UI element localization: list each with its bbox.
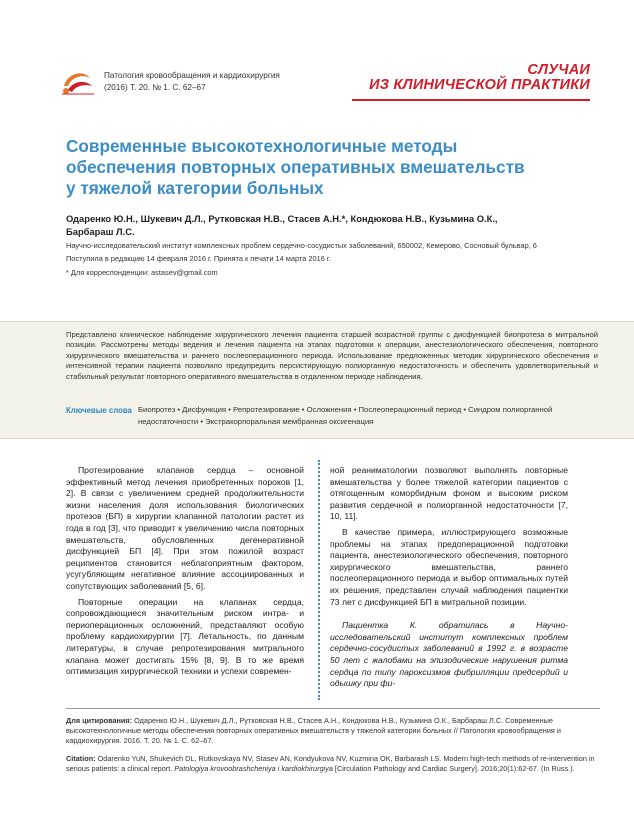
body-paragraph: ной реаниматологии позволяют выполнять повторные вмешательства у более тяжелой категории пациентов с отягощенным коморбидным фоном и высоким риском развития сердечной и полиорганной недостаточности [7, 10, 11]. (330, 465, 568, 522)
citation-en (66, 754, 600, 774)
citation-en-text-a: Odarenko YuN, Shukevich DL, Rutkovskaya NV, Stasev AN, Kondyukova NV, Kuzmina OK, Barbarash LS. Modern high-tech methods of re-intervention in serious patients: a clinical report. (66, 754, 595, 773)
citation-ru-label: Для цитирования: (66, 716, 133, 725)
body-column-right (330, 465, 568, 690)
section-underline (352, 99, 590, 101)
journal-logo-icon (58, 64, 98, 98)
article-title-line2: обеспечения повторных оперативных вмешательств (66, 157, 525, 177)
citation-ru-text: Одаренко Ю.Н., Шукевич Д.Л., Рутковская Н.В., Стасев А.Н., Кондюкова Н.В., Кузьмина О.К., Барбараш Л.С. Современные высокотехнологичные методы обеспечения повторных оперативных вмешательств у тяжелой категории больных // Патология кровообращения и кардиохирургия. 2016. Т. 20. № 1. С. 62–67. (66, 716, 561, 745)
body-paragraph: Повторные операции на клапанах сердца, сопровождающиеся значительным риском интра- и периоперационных осложнений, представляют особую проблему кардиохирургии [7]. Летальность, по данным литературы, в случае репротезирования митрального клапана может достигать 15% [8, 9]. В то же время оптимизация хирургической техники и успехи современ- (66, 596, 304, 677)
authors-line1: Одаренко Ю.Н., Шукевич Д.Л., Рутковская Н.В., Стасев А.Н.*, Кондюкова Н.В., Кузьмина О.К., (66, 213, 498, 224)
journal-issue: (2016) Т. 20. № 1. С. 62–67 (104, 83, 206, 92)
article-title-line1: Современные высокотехнологичные методы (66, 136, 458, 156)
section-title (369, 63, 590, 93)
journal-info (104, 70, 280, 94)
authors (66, 212, 566, 238)
section-title-line1: СЛУЧАИ (527, 62, 590, 78)
citation-ru (66, 716, 600, 746)
body-paragraph: В качестве примера, иллюстрирующего возможные проблемы на этапах предоперационной подготовки пациента, анестезиологического обеспечения, повторного хирургического вмешательства, раннего послеоперационного периода и выбор оптимальных путей их решения, представлен случай наблюдения пациентки 73 лет с дисфункцией БП в митральной позиции. (330, 526, 568, 607)
citation-en-journal: Patologiya krovoobrashcheniya i kardiokhirurgiya (174, 764, 333, 773)
citation-en-text-b: [Circulation Pathology and Cardiac Surgery]. 2016;20(1):62-67. (In Russ.). (334, 764, 575, 773)
journal-name: Патология кровообращения и кардиохирургия (104, 71, 280, 80)
authors-line2: Барбараш Л.С. (66, 226, 135, 237)
keywords-text: Биопротез • Дисфункция • Репротезирование • Осложнения • Послеоперационный период • Синдром полиорганной недостаточности • Экстракорпоральная мембранная оксигенация (138, 405, 553, 426)
affiliation: Научно-исследовательский институт комплексных проблем сердечно-сосудистых заболеваний, 650002, Кемерово, Сосновый бульвар, 6 (66, 241, 537, 250)
article-title (66, 136, 556, 199)
citation-en-label: Citation: (66, 754, 96, 763)
article-title-line3: у тяжелой категории больных (66, 178, 324, 198)
case-paragraph: Пациентка К. обратилась в Научно-исследовательский институт комплексных проблем сердечно-сосудистых заболеваний в 1992 г. в возрасте 50 лет с жалобами на эпизодические нарушения ритма сердца по типу пароксизмов фибрилляции предсердий и одышку при фи- (330, 620, 568, 689)
footer-divider (66, 708, 600, 709)
received-dates: Поступила в редакцию 14 февраля 2016 г. Принята к печати 14 марта 2016 г. (66, 254, 331, 263)
keywords-label: Ключевые слова (66, 406, 132, 415)
body-paragraph: Протезирование клапанов сердца – основной эффективный метод лечения приобретенных пороков [1, 2]. В связи с увеличением средней продолжительности жизни населения доля использования биологических протезов (БП) в хирургии клапанной патологии растет из года в год [3], что приводит к увеличению числа повторных вмешательств, обусловленных дегенеративной дисфункцией БП [4]. При этом пожилой возраст реципиентов становится неблагоприятным фактором, усугубляющим негативное влияние ассоциированных и сопутствующих заболеваний [5, 6]. (66, 465, 304, 591)
correspondence: * Для корреспонденции: astasev@gmail.com (66, 268, 218, 277)
abstract-text: Представлено клиническое наблюдение хирургического лечения пациента старшей возрастной группы с дисфункцией биопротеза в митральной позиции. Рассмотрены методы ведения и лечения пациента на этапах подготовки к операции, анестезиологического обеспечения, повторного хирургического вмешательства и раннего послеоперационного периода. Использование предложенных методик хирургического обеспечения и интенсивной терапии пациента позволило предупредить персистирующую полиорганную недостаточность и обеспечить удовлетворительный и стабильный результат повторного оперативного вмешательства в отдаленном периоде наблюдения. (66, 330, 598, 381)
body-column-left (66, 465, 304, 678)
column-divider (318, 460, 320, 700)
section-title-line2: ИЗ КЛИНИЧЕСКОЙ ПРАКТИКИ (369, 77, 590, 93)
